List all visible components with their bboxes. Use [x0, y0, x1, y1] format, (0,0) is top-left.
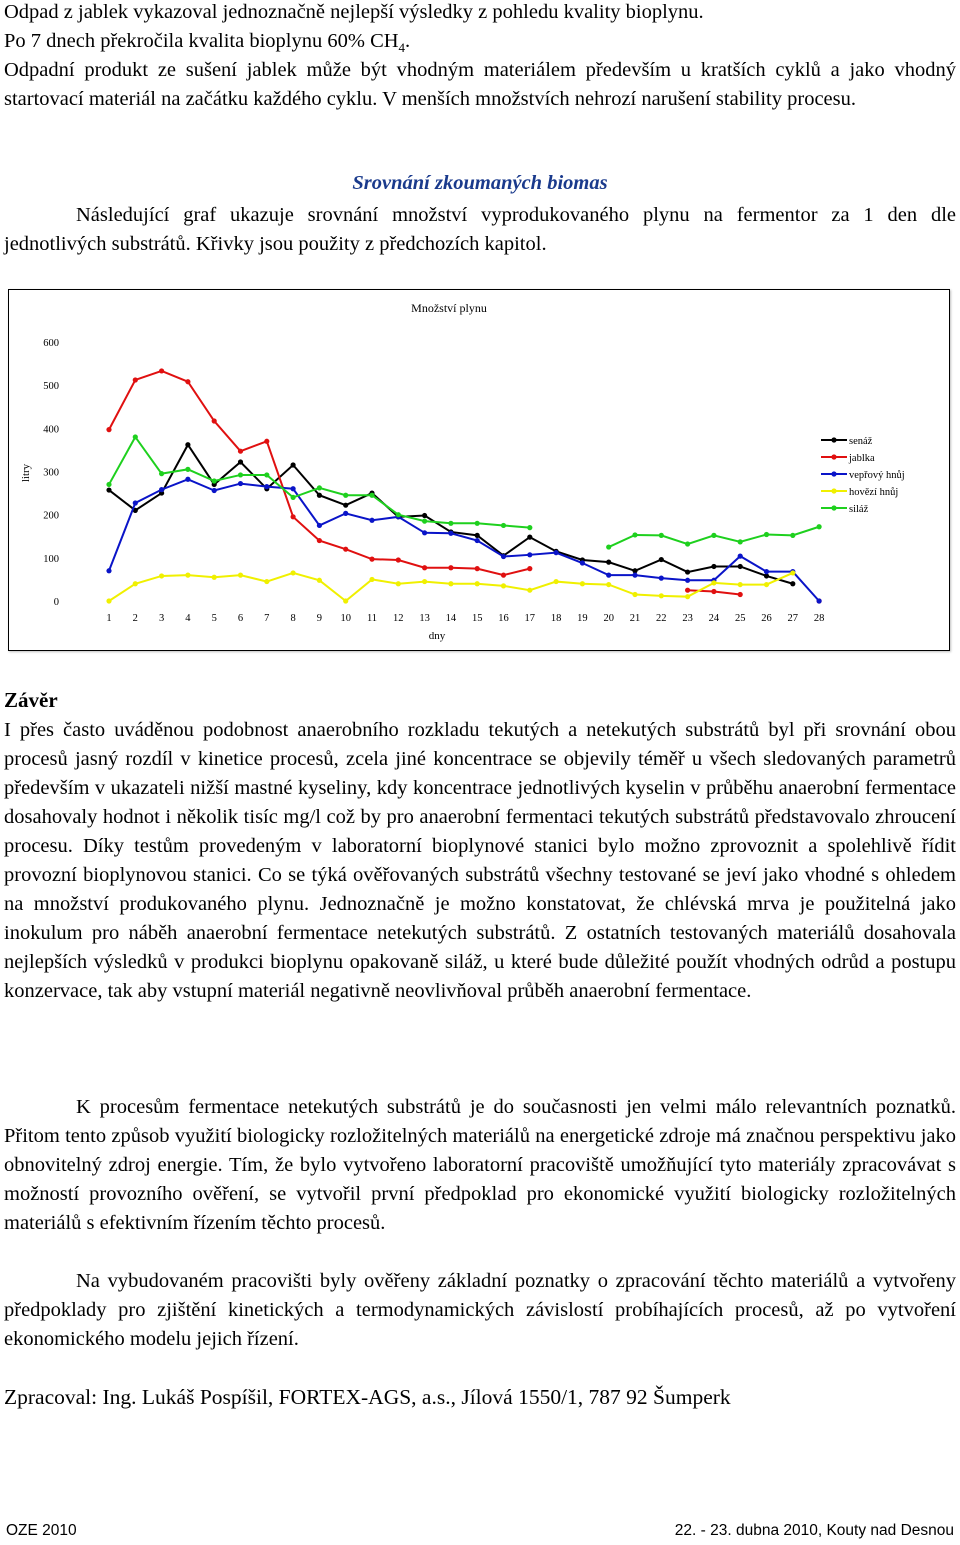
legend-label: hovězí hnůj	[849, 487, 899, 498]
data-point	[106, 482, 111, 487]
data-point	[422, 530, 427, 535]
data-point	[343, 503, 348, 508]
data-point	[264, 439, 269, 444]
data-point	[790, 533, 795, 538]
intro-paragraph-2: Odpadní produkt ze sušení jablek může být vhodným materiálem především u kratších cyklů a jako vhodný startovací materiál na začátku každého cyklu. V menších množstvích nehrozí narušení stability procesu.	[4, 59, 956, 110]
data-point	[343, 493, 348, 498]
legend-swatch-marker	[831, 454, 836, 459]
x-tick-label: 27	[787, 613, 799, 624]
data-point	[554, 550, 559, 555]
y-tick-label: 500	[43, 381, 59, 393]
legend-item	[821, 487, 898, 498]
y-tick-label: 200	[43, 510, 59, 522]
data-point	[264, 472, 269, 477]
y-tick-label: 100	[43, 553, 59, 565]
data-point	[554, 579, 559, 584]
data-point	[711, 533, 716, 538]
data-point	[238, 449, 243, 454]
x-tick-label: 6	[237, 613, 244, 624]
data-point	[685, 594, 690, 599]
chart-title: Množství plynu	[411, 301, 487, 315]
series-line	[109, 445, 793, 584]
data-point	[106, 487, 111, 492]
data-point	[711, 580, 716, 585]
data-point	[343, 598, 348, 603]
data-point	[632, 592, 637, 597]
x-tick-label: 26	[761, 613, 772, 624]
data-point	[817, 524, 822, 529]
x-tick-label: 18	[550, 613, 562, 624]
data-point	[159, 487, 164, 492]
data-point	[343, 547, 348, 552]
data-point	[133, 377, 138, 382]
data-point	[317, 493, 322, 498]
author-line: Zpracoval: Ing. Lukáš Pospíšil, FORTEX-AGS, a.s., Jílová 1550/1, 787 92 Šumperk	[4, 1385, 731, 1409]
data-point	[527, 566, 532, 571]
chart-ylabel: litry	[20, 463, 32, 483]
series-line	[109, 573, 793, 601]
x-tick-label: 19	[577, 613, 588, 624]
legend-item	[821, 504, 869, 515]
x-tick-label: 10	[340, 613, 351, 624]
data-point	[422, 579, 427, 584]
x-tick-label: 9	[316, 613, 323, 624]
intro-paragraph-1	[4, 0, 956, 56]
data-point	[133, 434, 138, 439]
data-point	[291, 495, 296, 500]
x-tick-label: 11	[366, 613, 378, 624]
data-point	[185, 467, 190, 472]
conclusion-paragraph-2: K procesům fermentace netekutých substrátů je do současnosti jen velmi málo relevantních poznatků. Přitom tento způsob využití biologicky rozložitelných materiálů na energetické zdroje má značnou perspektivu jako obnovitelný zdroj energie. Tím, že bylo vytvořeno laboratorní pracoviště umožňující tyto materiály zpracovávat s možností provozního ověření, se vytvořil první předpoklad pro ekonomické využití biologicky rozložitelných materiálů s efektivním řízením těchto procesů.	[4, 1096, 956, 1234]
data-point	[159, 368, 164, 373]
legend-label: vepřový hnůj	[849, 470, 905, 481]
data-point	[659, 533, 664, 538]
data-point	[580, 560, 585, 565]
data-point	[764, 532, 769, 537]
y-tick-label: 300	[43, 467, 59, 479]
data-point	[738, 582, 743, 587]
x-tick-label: 28	[813, 613, 825, 624]
intro-line-1: Odpad z jablek vykazoval jednoznačně nejlepší výsledky z pohledu kvality bioplynu.	[4, 1, 704, 23]
data-point	[106, 598, 111, 603]
data-point	[527, 525, 532, 530]
data-point	[527, 535, 532, 540]
data-point	[212, 575, 217, 580]
chart-xlabel: dny	[428, 630, 446, 642]
data-point	[422, 519, 427, 524]
data-point	[159, 471, 164, 476]
data-point	[238, 472, 243, 477]
data-point	[369, 493, 374, 498]
data-point	[606, 560, 611, 565]
data-point	[264, 579, 269, 584]
y-tick-label: 600	[43, 338, 59, 349]
legend-swatch-marker	[831, 488, 836, 493]
data-point	[291, 462, 296, 467]
legend-label: senáž	[849, 436, 873, 447]
data-point	[632, 573, 637, 578]
data-point	[238, 481, 243, 486]
data-point	[317, 485, 322, 490]
data-point	[133, 500, 138, 505]
data-point	[685, 541, 690, 546]
data-point	[291, 486, 296, 491]
data-point	[185, 573, 190, 578]
x-tick-label: 12	[393, 613, 404, 624]
data-point	[185, 477, 190, 482]
legend-label: jablka	[849, 453, 875, 464]
data-point	[475, 533, 480, 538]
data-point	[738, 564, 743, 569]
data-point	[448, 565, 453, 570]
x-tick-label: 23	[682, 613, 693, 624]
x-tick-label: 3	[158, 613, 165, 624]
data-point	[685, 588, 690, 593]
legend-item	[821, 436, 873, 447]
data-point	[475, 581, 480, 586]
data-point	[711, 564, 716, 569]
data-point	[501, 554, 506, 559]
data-point	[264, 484, 269, 489]
x-tick-label: 13	[419, 613, 430, 624]
data-point	[685, 569, 690, 574]
data-point	[527, 588, 532, 593]
x-tick-label: 20	[603, 613, 614, 624]
x-tick-label: 21	[629, 613, 641, 624]
x-tick-label: 16	[498, 613, 509, 624]
data-point	[422, 513, 427, 518]
x-tick-label: 17	[524, 613, 536, 624]
y-tick-label: 0	[53, 597, 59, 608]
data-point	[475, 566, 480, 571]
data-point	[764, 582, 769, 587]
data-point	[185, 442, 190, 447]
y-tick-label: 400	[43, 424, 59, 436]
x-tick-label: 14	[445, 613, 457, 624]
data-point	[475, 521, 480, 526]
data-point	[501, 523, 506, 528]
series-line	[109, 437, 530, 528]
x-tick-label: 22	[656, 613, 667, 624]
section-heading-conclusion: Závěr	[4, 688, 58, 712]
legend-swatch-marker	[831, 505, 836, 510]
data-point	[238, 573, 243, 578]
x-tick-label: 15	[471, 613, 483, 624]
data-point	[448, 531, 453, 536]
data-point	[606, 544, 611, 549]
data-point	[396, 581, 401, 586]
comparison-paragraph: Následující graf ukazuje srovnání množství vyprodukovaného plynu na fermentor za 1 den dle jednotlivých substrátů. Křivky jsou použity z předchozích kapitol.	[4, 204, 956, 255]
data-point	[738, 592, 743, 597]
data-point	[738, 539, 743, 544]
gas-chart-svg	[9, 290, 949, 650]
data-point	[396, 512, 401, 517]
data-point	[106, 427, 111, 432]
data-point	[606, 573, 611, 578]
data-point	[369, 557, 374, 562]
data-point	[817, 598, 822, 603]
data-point	[527, 552, 532, 557]
x-tick-label: 8	[290, 613, 296, 624]
series-1	[106, 442, 795, 586]
data-point	[711, 589, 716, 594]
data-point	[133, 581, 138, 586]
data-point	[369, 577, 374, 582]
gas-chart	[8, 289, 950, 651]
data-point	[212, 478, 217, 483]
x-tick-label: 1	[106, 613, 112, 624]
data-point	[790, 581, 795, 586]
conclusion-paragraph-1: I přes často uváděnou podobnost anaerobního rozkladu tekutých a netekutých substrátů byl při srovnání obou procesů jasný rozdíl v kinetice procesů, zcela jiné koncentrace se objevily téměř u všech sledovaných parametrů především v ukazateli nižší mastné kyseliny, kdy koncentrace jednotlivých kyselin v průběhu anaerobní fermentace dosahovaly hodnot i několik tisíc mg/l což by pro anaerobní fermentaci tekutých substrátů představovalo zhroucení procesu. Díky testům provedeným v laboratorní bioplynové stanici bylo možno zprovoznit a spolehlivě řídit provozní bioplynovou stanici. Co se týká ověřovaných substrátů všechny testované se jeví jako vhodné s ohledem na množství produkovaného plynu. Jednoznačně je možno konstatovat, že chlévská mrva je použitelná jako inokulum pro náběh anaerobní fermentace netekutých substrátů. Z ostatních testovaných materiálů dosahovala nejlepších výsledků v produkci bioplynu opakovaně siláž, u které bude důležité použít vhodných odrůd a postupu konzervace, tak aby vstupní materiál negativně neovlivňoval průběh anaerobní fermentace.	[4, 719, 956, 1002]
legend-swatch-marker	[831, 471, 836, 476]
footer-right: 22. - 23. dubna 2010, Kouty nad Desnou	[674, 1522, 954, 1539]
data-point	[659, 557, 664, 562]
legend-item	[821, 453, 875, 464]
data-point	[501, 573, 506, 578]
data-point	[317, 578, 322, 583]
data-point	[317, 538, 322, 543]
data-point	[448, 521, 453, 526]
section-heading-comparison: Srovnání zkoumaných biomas	[352, 172, 608, 194]
data-point	[238, 459, 243, 464]
x-tick-label: 4	[185, 613, 191, 624]
data-point	[659, 593, 664, 598]
data-point	[212, 488, 217, 493]
data-point	[738, 554, 743, 559]
data-point	[212, 418, 217, 423]
data-point	[422, 565, 427, 570]
data-point	[501, 583, 506, 588]
x-tick-label: 2	[132, 613, 138, 624]
data-point	[343, 511, 348, 516]
data-point	[659, 576, 664, 581]
data-point	[632, 532, 637, 537]
data-point	[291, 570, 296, 575]
data-point	[317, 523, 322, 528]
legend-item	[821, 470, 905, 481]
conclusion-paragraph-3: Na vybudovaném pracovišti byly ověřeny základní poznatky o zpracování těchto materiálů a vytvořeny předpoklady pro zjištění kinetických a termodynamických závislostí probíhajících procesů, až po vytvoření ekonomického modelu jejich řízení.	[4, 1270, 956, 1350]
x-tick-label: 5	[211, 613, 217, 624]
data-point	[685, 578, 690, 583]
x-tick-label: 25	[734, 613, 746, 624]
legend-swatch-marker	[831, 437, 836, 442]
data-point	[790, 570, 795, 575]
footer-left: OZE 2010	[6, 1522, 77, 1539]
data-point	[475, 538, 480, 543]
series-4	[106, 570, 795, 603]
data-point	[106, 568, 111, 573]
data-point	[185, 379, 190, 384]
data-point	[369, 518, 374, 523]
intro-line-2: Po 7 dnech překročila kvalita bioplynu 60% $CH_4$.	[4, 30, 411, 56]
data-point	[396, 557, 401, 562]
data-point	[606, 582, 611, 587]
legend-label: siláž	[849, 504, 869, 515]
data-point	[448, 581, 453, 586]
x-tick-label: 7	[264, 613, 270, 624]
data-point	[159, 573, 164, 578]
x-tick-label: 24	[708, 613, 720, 624]
data-point	[580, 581, 585, 586]
data-point	[764, 569, 769, 574]
data-point	[291, 514, 296, 519]
